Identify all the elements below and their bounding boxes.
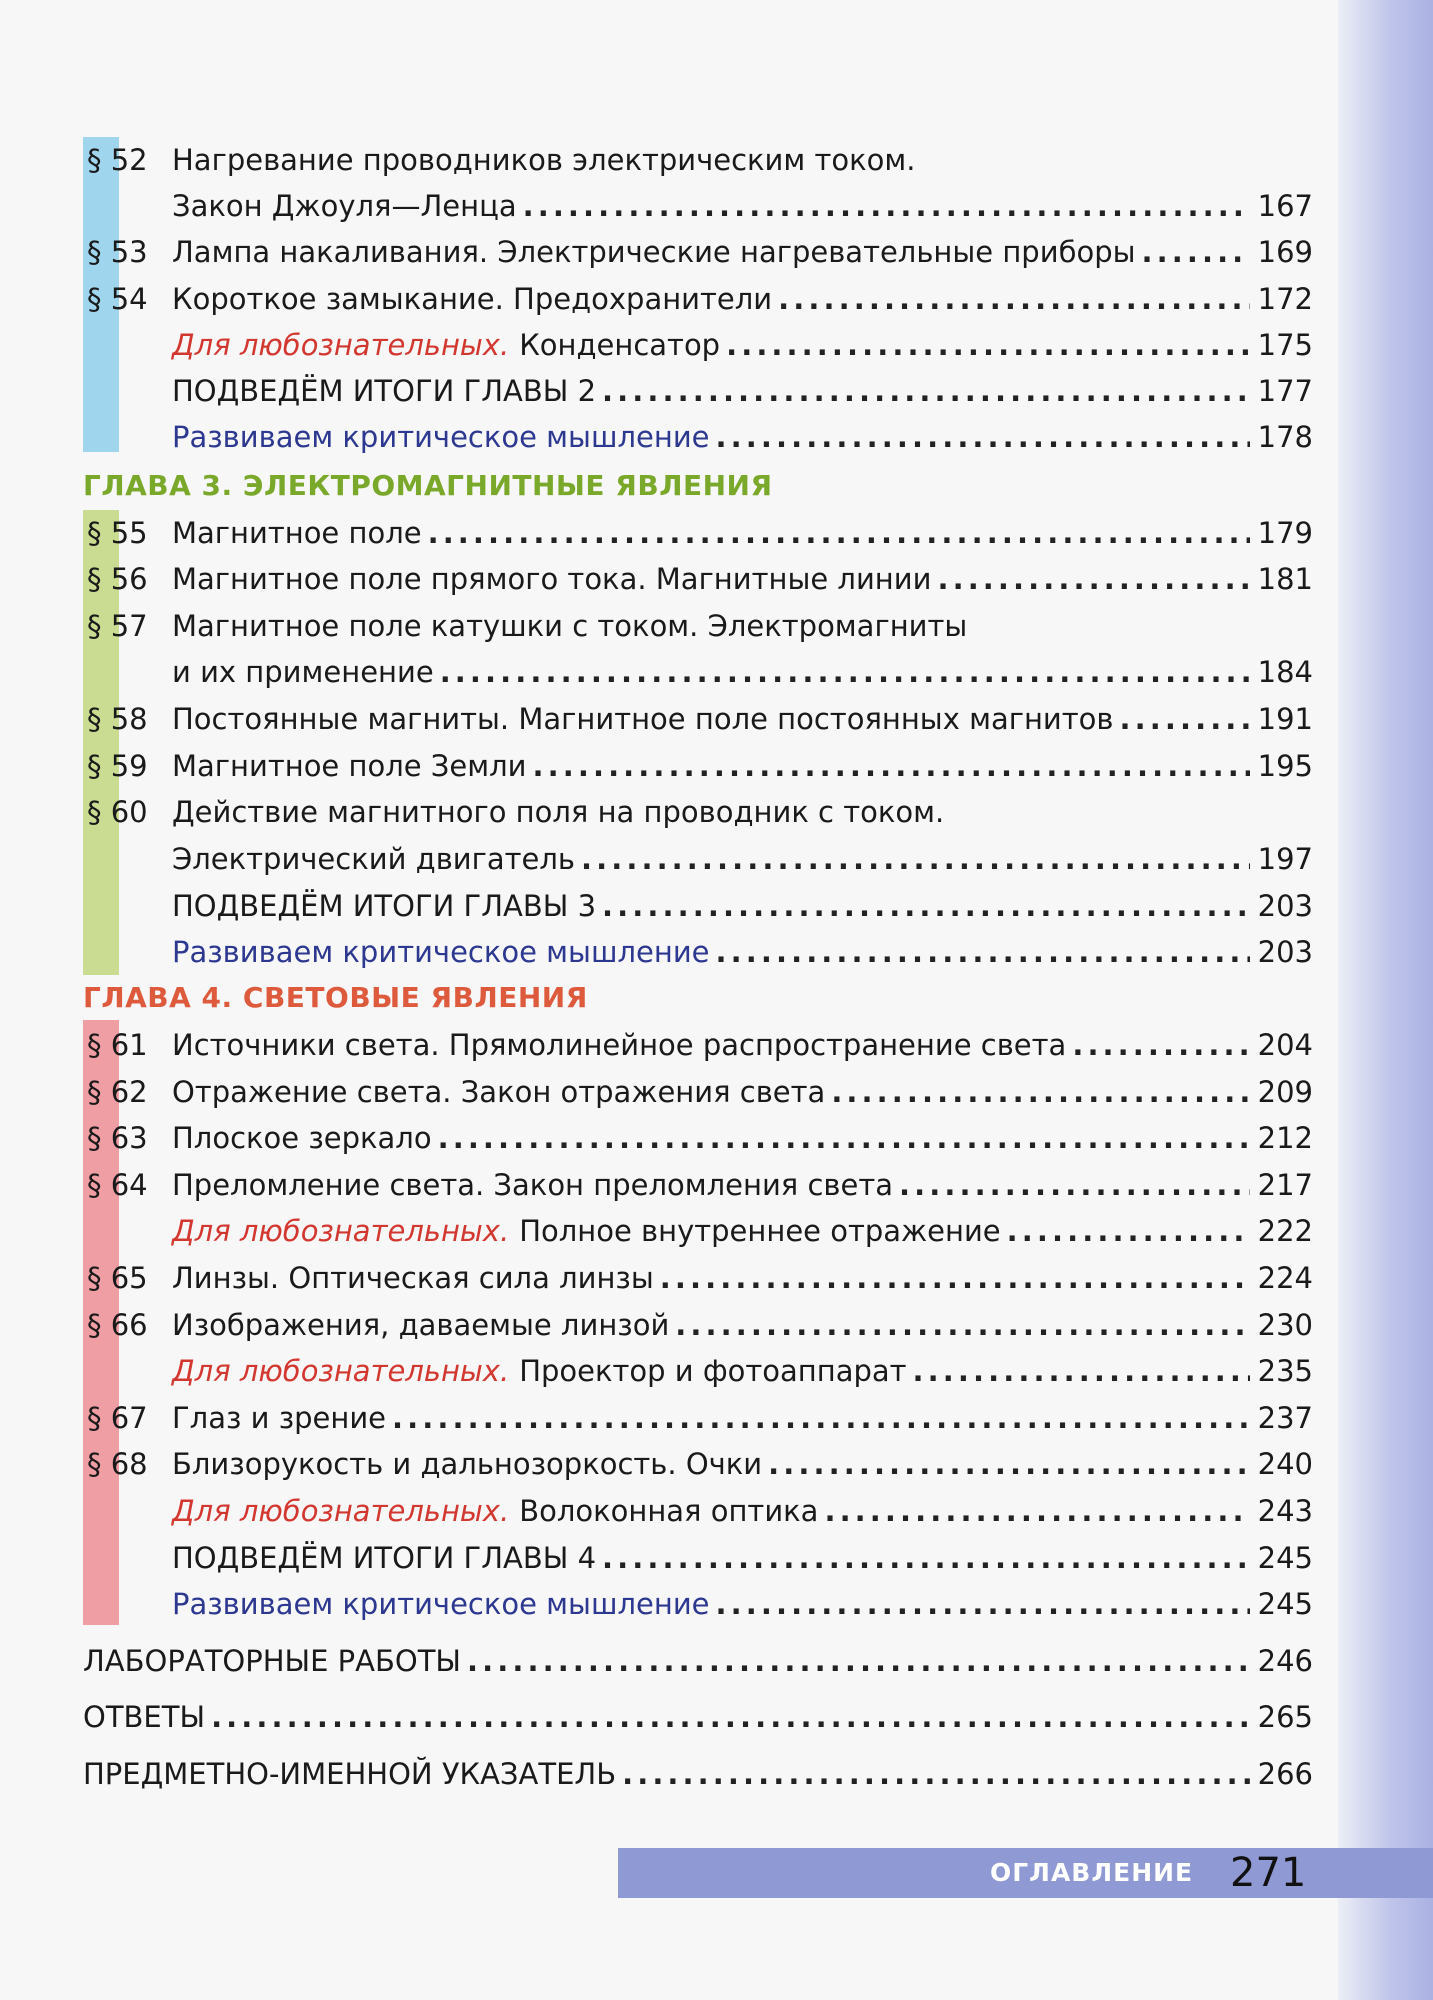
section-number: § 66 [87,1308,148,1342]
toc-entry-58 [83,696,1313,742]
dot-leader [831,1069,1249,1115]
entry-title: и их применение [172,655,434,689]
dot-leader [1072,1022,1249,1068]
page-number: 246 [1257,1644,1313,1678]
section-number: § 52 [87,143,148,177]
page-number: 245 [1257,1541,1313,1575]
toc-entry-67 [83,1395,1313,1441]
dot-leader [660,1255,1250,1301]
page-number: 197 [1257,842,1313,876]
dot-leader [675,1302,1249,1348]
toc-entry-62 [83,1069,1313,1115]
page-number: 224 [1257,1261,1313,1295]
section-number: § 65 [87,1261,148,1295]
dot-leader [622,1751,1250,1797]
section-number: § 57 [87,609,148,643]
entry-title: Проектор и фотоаппарат [519,1354,907,1388]
section-number: § 54 [87,282,148,316]
entry-title: Развиваем критическое мышление [172,1587,710,1621]
toc-entry-answers [83,1694,1313,1740]
section-number: § 68 [87,1447,148,1481]
dot-leader [438,1115,1250,1161]
dot-leader [716,1581,1250,1627]
chapter4-heading: ГЛАВА 4. СВЕТОВЫЕ ЯВЛЕНИЯ [83,981,588,1014]
dot-leader [602,368,1250,414]
page-number-footer: 271 [1230,1850,1307,1896]
entry-title: Волоконная оптика [519,1494,819,1528]
toc-entry-critical-2 [83,414,1313,460]
toc-entry-63 [83,1115,1313,1161]
toc-entry-60-cont [83,836,1313,882]
entry-title: Магнитное поле Земли [172,749,527,783]
entry-title: Короткое замыкание. Предохранители [172,282,773,316]
toc-entry-curious-projector [83,1348,1313,1394]
entry-title: ПОДВЕДЁМ ИТОГИ ГЛАВЫ 4 [172,1541,597,1575]
toc-entry-55 [83,510,1313,556]
toc-entry-66 [83,1302,1313,1348]
toc-entry-61 [83,1022,1313,1068]
entry-title: ПРЕДМЕТНО-ИМЕННОЙ УКАЗАТЕЛЬ [83,1757,617,1791]
entry-title: Магнитное поле [172,516,422,550]
page-edge-shade [1338,0,1433,2000]
section-number: § 61 [87,1028,148,1062]
entry-title: Источники света. Прямолинейное распространение света [172,1028,1067,1062]
toc-entry-critical-3 [83,929,1313,975]
page-number: 230 [1257,1308,1313,1342]
toc-entry-summary-2 [83,368,1313,414]
entry-title: Магнитное поле прямого тока. Магнитные линии [172,562,932,596]
page-number: 217 [1257,1168,1313,1202]
entry-title: Магнитное поле катушки с током. Электромагниты [172,609,968,643]
page-number: 245 [1257,1587,1313,1621]
page-number: 266 [1257,1757,1313,1791]
page-number: 179 [1257,516,1313,550]
toc-entry-65 [83,1255,1313,1301]
toc-entry-60 [83,789,1313,835]
dot-leader [716,414,1250,460]
page-number: 222 [1257,1214,1313,1248]
page-number: 181 [1257,562,1313,596]
entry-title: Развиваем критическое мышление [172,420,710,454]
entry-title: Плоское зеркало [172,1121,432,1155]
entry-title: ПОДВЕДЁМ ИТОГИ ГЛАВЫ 2 [172,374,597,408]
page-number: 184 [1257,655,1313,689]
curious-prefix: Для любознательных. [172,328,510,362]
toc-entry-56 [83,556,1313,602]
dot-leader [211,1694,1250,1740]
toc-entry-53 [83,229,1313,275]
entry-title: Линзы. Оптическая сила линзы [172,1261,654,1295]
toc-entry-index [83,1751,1313,1797]
toc-entry-57-cont [83,649,1313,695]
section-number: § 56 [87,562,148,596]
page-number: 191 [1257,702,1313,736]
section-number: § 55 [87,516,148,550]
dot-leader [467,1638,1250,1684]
toc-entry-57 [83,603,1313,649]
toc-entry-lab-works [83,1638,1313,1684]
entry-title: Электрический двигатель [172,842,575,876]
page-number: 172 [1257,282,1313,316]
dot-leader [602,883,1250,929]
toc-entry-52-cont [83,183,1313,229]
section-number: § 63 [87,1121,148,1155]
page-number: 209 [1257,1075,1313,1109]
dot-leader [1007,1208,1250,1254]
entry-title: Закон Джоуля—Ленца [172,189,517,223]
toc-entry-summary-3 [83,883,1313,929]
entry-title: Лампа накаливания. Электрические нагревательные приборы [172,235,1136,269]
page-number: 178 [1257,420,1313,454]
entry-title: ПОДВЕДЁМ ИТОГИ ГЛАВЫ 3 [172,889,597,923]
toc-entry-52 [83,137,1313,183]
footer-title: ОГЛАВЛЕНИЕ [990,1858,1194,1887]
dot-leader [768,1441,1249,1487]
entry-title: Изображения, даваемые линзой [172,1308,670,1342]
page-number: 203 [1257,935,1313,969]
page-number: 243 [1257,1494,1313,1528]
page-number: 265 [1257,1700,1313,1734]
page-number: 169 [1257,235,1313,269]
curious-prefix: Для любознательных. [172,1214,510,1248]
entry-title: Конденсатор [519,328,721,362]
toc-entry-68 [83,1441,1313,1487]
toc-entry-54 [83,276,1313,322]
toc-entry-critical-4 [83,1581,1313,1627]
curious-prefix: Для любознательных. [172,1354,510,1388]
entry-title: Близорукость и дальнозоркость. Очки [172,1447,763,1481]
entry-title: ЛАБОРАТОРНЫЕ РАБОТЫ [83,1644,462,1678]
entry-title: Глаз и зрение [172,1401,387,1435]
toc-entry-curious-capacitor [83,322,1313,368]
dot-leader [1120,696,1250,742]
page-number: 203 [1257,889,1313,923]
entry-title: Действие магнитного поля на проводник с током. [172,795,945,829]
entry-title: Отражение света. Закон отражения света [172,1075,826,1109]
curious-prefix: Для любознательных. [172,1494,510,1528]
page-number: 175 [1257,328,1313,362]
section-number: § 64 [87,1168,148,1202]
page-number: 240 [1257,1447,1313,1481]
dot-leader [523,183,1250,229]
section-number: § 53 [87,235,148,269]
dot-leader [581,836,1250,882]
section-number: § 59 [87,749,148,783]
toc-entry-64 [83,1162,1313,1208]
section-number: § 67 [87,1401,148,1435]
dot-leader [392,1395,1250,1441]
dot-leader [899,1162,1250,1208]
page-number: 177 [1257,374,1313,408]
dot-leader [778,276,1249,322]
dot-leader [440,649,1250,695]
dot-leader [428,510,1250,556]
entry-title: ОТВЕТЫ [83,1700,206,1734]
dot-leader [602,1535,1250,1581]
dot-leader [533,743,1250,789]
dot-leader [913,1348,1250,1394]
section-number: § 62 [87,1075,148,1109]
dot-leader [1142,229,1250,275]
dot-leader [937,556,1249,602]
section-number: § 58 [87,702,148,736]
page-number: 235 [1257,1354,1313,1388]
dot-leader [726,322,1250,368]
page-number: 195 [1257,749,1313,783]
dot-leader [716,929,1250,975]
entry-title: Постоянные магниты. Магнитное поле постоянных магнитов [172,702,1114,736]
section-number: § 60 [87,795,148,829]
entry-title: Развиваем критическое мышление [172,935,710,969]
entry-title: Нагревание проводников электрическим током. [172,143,916,177]
chapter3-heading: ГЛАВА 3. ЭЛЕКТРОМАГНИТНЫЕ ЯВЛЕНИЯ [83,469,773,502]
dot-leader [824,1488,1249,1534]
toc-entry-curious-fiber-optics [83,1488,1313,1534]
entry-title: Преломление света. Закон преломления света [172,1168,893,1202]
page-number: 204 [1257,1028,1313,1062]
toc-entry-59 [83,743,1313,789]
entry-title: Полное внутреннее отражение [519,1214,1001,1248]
toc-entry-curious-total-reflection [83,1208,1313,1254]
page-number: 237 [1257,1401,1313,1435]
page-number: 212 [1257,1121,1313,1155]
toc-entry-summary-4 [83,1535,1313,1581]
page-number: 167 [1257,189,1313,223]
